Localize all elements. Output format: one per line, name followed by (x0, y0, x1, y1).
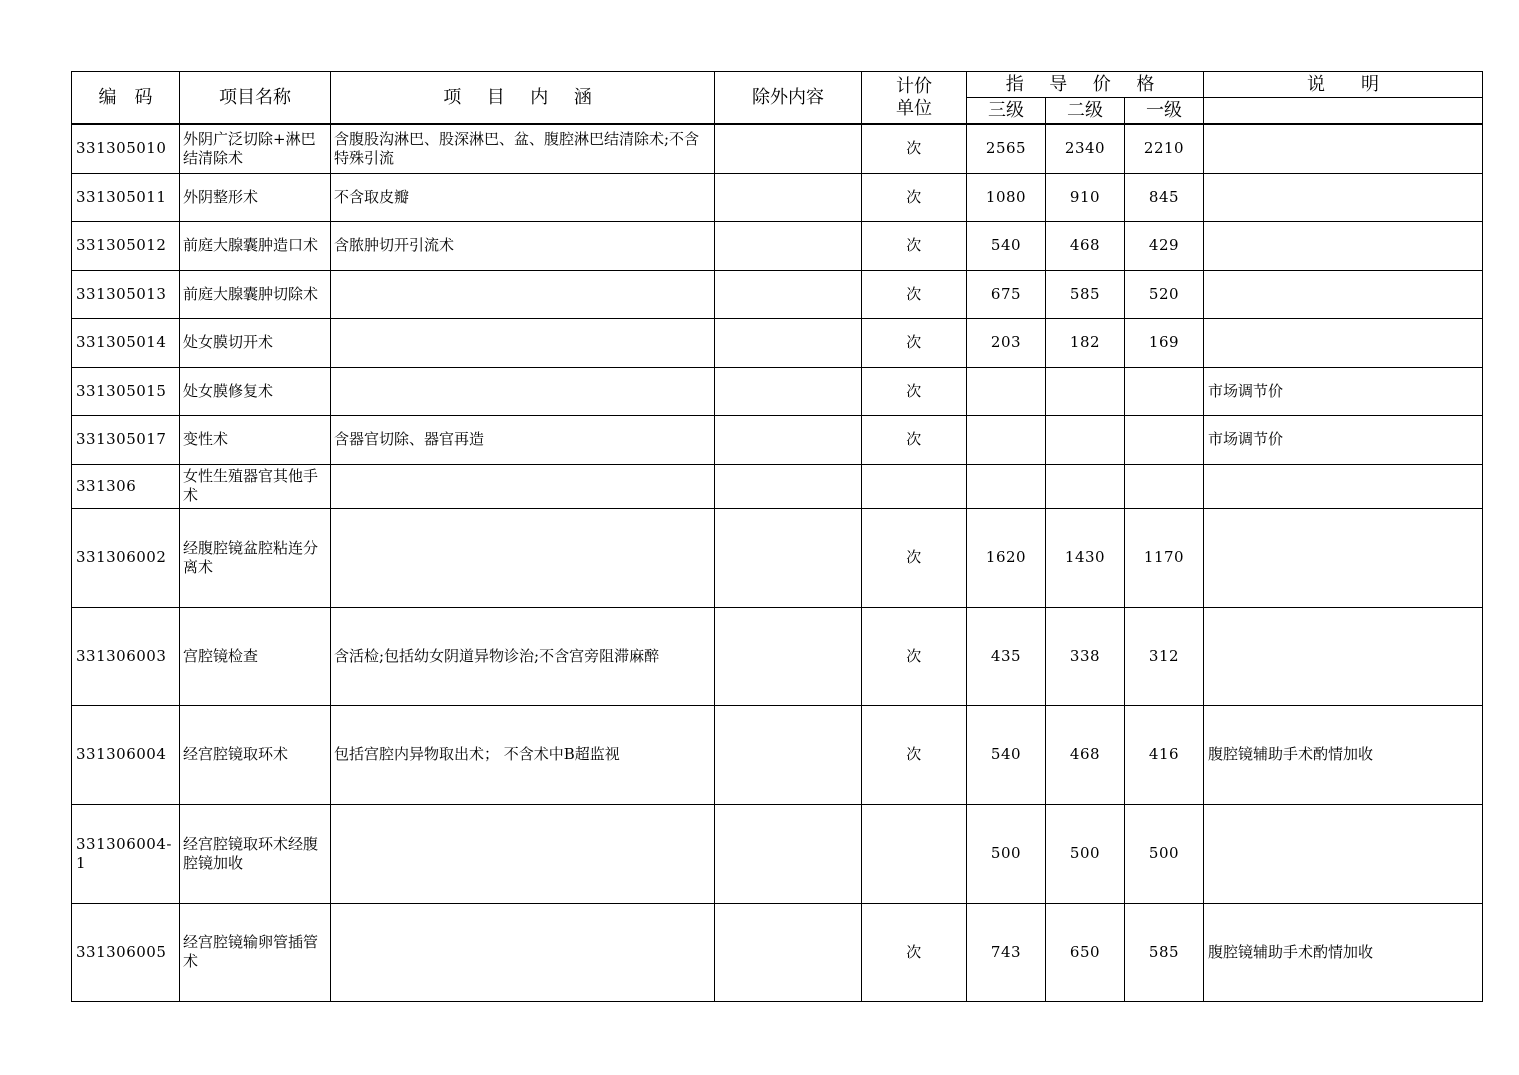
cell-note: 腹腔镜辅助手术酌情加收 (1204, 903, 1483, 1001)
table-row (72, 705, 1483, 804)
cell-unit: 次 (862, 270, 967, 318)
header-code: 编 码 (72, 72, 180, 125)
cell-content: 含腹股沟淋巴、股深淋巴、盆、腹腔淋巴结清除术;不含特殊引流 (331, 124, 715, 173)
cell-price-level1: 1170 (1125, 508, 1204, 607)
cell-price-level3: 675 (967, 270, 1046, 318)
cell-content (331, 508, 715, 607)
cell-price-level2: 468 (1046, 705, 1125, 804)
table-row (72, 415, 1483, 464)
cell-exclude (715, 318, 862, 367)
cell-code: 331305010 (72, 124, 180, 173)
cell-price-level2: 182 (1046, 318, 1125, 367)
cell-exclude (715, 705, 862, 804)
cell-unit: 次 (862, 415, 967, 464)
cell-price-level1: 312 (1125, 607, 1204, 705)
cell-unit: 次 (862, 508, 967, 607)
cell-price-level1: 169 (1125, 318, 1204, 367)
cell-content (331, 367, 715, 415)
cell-price-level2 (1046, 415, 1125, 464)
cell-price-level1 (1125, 464, 1204, 508)
cell-note (1204, 221, 1483, 270)
cell-unit (862, 804, 967, 903)
cell-name: 女性生殖器官其他手术 (180, 464, 331, 508)
header-guide-price: 指 导 价 格 (967, 72, 1204, 98)
cell-price-level2: 500 (1046, 804, 1125, 903)
cell-price-level2: 338 (1046, 607, 1125, 705)
cell-exclude (715, 508, 862, 607)
cell-price-level2: 468 (1046, 221, 1125, 270)
table-body (72, 124, 1483, 1001)
cell-note: 腹腔镜辅助手术酌情加收 (1204, 705, 1483, 804)
cell-code: 331306004 (72, 705, 180, 804)
cell-note (1204, 607, 1483, 705)
cell-price-level1 (1125, 415, 1204, 464)
table-row (72, 903, 1483, 1001)
cell-unit: 次 (862, 124, 967, 173)
cell-name: 经宫腔镜取环术 (180, 705, 331, 804)
cell-price-level3: 540 (967, 705, 1046, 804)
cell-code: 331306005 (72, 903, 180, 1001)
cell-note (1204, 508, 1483, 607)
cell-name: 处女膜切开术 (180, 318, 331, 367)
cell-unit: 次 (862, 318, 967, 367)
header-exclude: 除外内容 (715, 72, 862, 125)
cell-name: 外阴整形术 (180, 173, 331, 221)
price-table (71, 71, 1483, 1002)
cell-name: 处女膜修复术 (180, 367, 331, 415)
cell-note (1204, 173, 1483, 221)
cell-code: 331305014 (72, 318, 180, 367)
header-level1: 一级 (1125, 98, 1204, 125)
header-level2: 二级 (1046, 98, 1125, 125)
cell-content (331, 270, 715, 318)
table-row (72, 221, 1483, 270)
cell-price-level1: 500 (1125, 804, 1204, 903)
cell-name: 前庭大腺囊肿切除术 (180, 270, 331, 318)
cell-exclude (715, 221, 862, 270)
cell-exclude (715, 804, 862, 903)
cell-price-level3 (967, 464, 1046, 508)
cell-price-level2: 1430 (1046, 508, 1125, 607)
cell-unit: 次 (862, 903, 967, 1001)
cell-exclude (715, 464, 862, 508)
cell-note (1204, 124, 1483, 173)
cell-price-level2: 910 (1046, 173, 1125, 221)
cell-code: 331305013 (72, 270, 180, 318)
cell-exclude (715, 124, 862, 173)
cell-price-level1 (1125, 367, 1204, 415)
header-content: 项 目 内 涵 (331, 72, 715, 125)
header-level3: 三级 (967, 98, 1046, 125)
cell-note (1204, 318, 1483, 367)
cell-code: 331306004-1 (72, 804, 180, 903)
header-name: 项目名称 (180, 72, 331, 125)
cell-price-level2 (1046, 367, 1125, 415)
cell-exclude (715, 903, 862, 1001)
cell-price-level2: 2340 (1046, 124, 1125, 173)
table-row (72, 318, 1483, 367)
cell-unit: 次 (862, 705, 967, 804)
cell-note (1204, 464, 1483, 508)
cell-content (331, 903, 715, 1001)
table-row (72, 367, 1483, 415)
section-row (72, 464, 1483, 508)
cell-exclude (715, 173, 862, 221)
cell-content: 含活检;包括幼女阴道异物诊治;不含宫旁阻滞麻醉 (331, 607, 715, 705)
cell-content: 不含取皮瓣 (331, 173, 715, 221)
cell-price-level2: 650 (1046, 903, 1125, 1001)
cell-price-level3: 2565 (967, 124, 1046, 173)
cell-name: 变性术 (180, 415, 331, 464)
cell-price-level1: 845 (1125, 173, 1204, 221)
cell-note: 市场调节价 (1204, 367, 1483, 415)
cell-content (331, 804, 715, 903)
cell-exclude (715, 415, 862, 464)
cell-note (1204, 804, 1483, 903)
cell-content: 包括宫腔内异物取出术； 不含术中B超监视 (331, 705, 715, 804)
table-row (72, 607, 1483, 705)
cell-code: 331305015 (72, 367, 180, 415)
cell-code: 331306 (72, 464, 180, 508)
cell-content: 含脓肿切开引流术 (331, 221, 715, 270)
cell-exclude (715, 367, 862, 415)
table-row (72, 270, 1483, 318)
cell-name: 经宫腔镜取环术经腹腔镜加收 (180, 804, 331, 903)
cell-content (331, 464, 715, 508)
cell-name: 经宫腔镜输卵管插管术 (180, 903, 331, 1001)
cell-note (1204, 270, 1483, 318)
table-row (72, 124, 1483, 173)
cell-code: 331305012 (72, 221, 180, 270)
cell-exclude (715, 270, 862, 318)
cell-price-level1: 585 (1125, 903, 1204, 1001)
cell-note: 市场调节价 (1204, 415, 1483, 464)
cell-code: 331306003 (72, 607, 180, 705)
cell-price-level3: 743 (967, 903, 1046, 1001)
cell-price-level1: 2210 (1125, 124, 1204, 173)
cell-exclude (715, 607, 862, 705)
cell-code: 331305017 (72, 415, 180, 464)
table-row (72, 804, 1483, 903)
cell-price-level1: 416 (1125, 705, 1204, 804)
cell-price-level3 (967, 415, 1046, 464)
cell-unit (862, 464, 967, 508)
cell-price-level3: 500 (967, 804, 1046, 903)
cell-name: 外阴广泛切除+淋巴结清除术 (180, 124, 331, 173)
cell-unit: 次 (862, 221, 967, 270)
cell-name: 前庭大腺囊肿造口术 (180, 221, 331, 270)
cell-code: 331306002 (72, 508, 180, 607)
cell-price-level3 (967, 367, 1046, 415)
cell-content (331, 318, 715, 367)
cell-price-level1: 429 (1125, 221, 1204, 270)
header-note: 说 明 (1204, 72, 1483, 98)
cell-unit: 次 (862, 173, 967, 221)
cell-content: 含器官切除、器官再造 (331, 415, 715, 464)
cell-price-level3: 1620 (967, 508, 1046, 607)
cell-price-level3: 203 (967, 318, 1046, 367)
header-note-blank (1204, 98, 1483, 125)
table-row (72, 173, 1483, 221)
cell-price-level3: 540 (967, 221, 1046, 270)
cell-price-level1: 520 (1125, 270, 1204, 318)
cell-price-level3: 1080 (967, 173, 1046, 221)
cell-name: 宫腔镜检查 (180, 607, 331, 705)
cell-code: 331305011 (72, 173, 180, 221)
cell-unit: 次 (862, 367, 967, 415)
cell-unit: 次 (862, 607, 967, 705)
header-unit: 计价 单位 (862, 72, 967, 125)
cell-price-level3: 435 (967, 607, 1046, 705)
cell-price-level2 (1046, 464, 1125, 508)
cell-price-level2: 585 (1046, 270, 1125, 318)
table-row (72, 508, 1483, 607)
cell-name: 经腹腔镜盆腔粘连分离术 (180, 508, 331, 607)
